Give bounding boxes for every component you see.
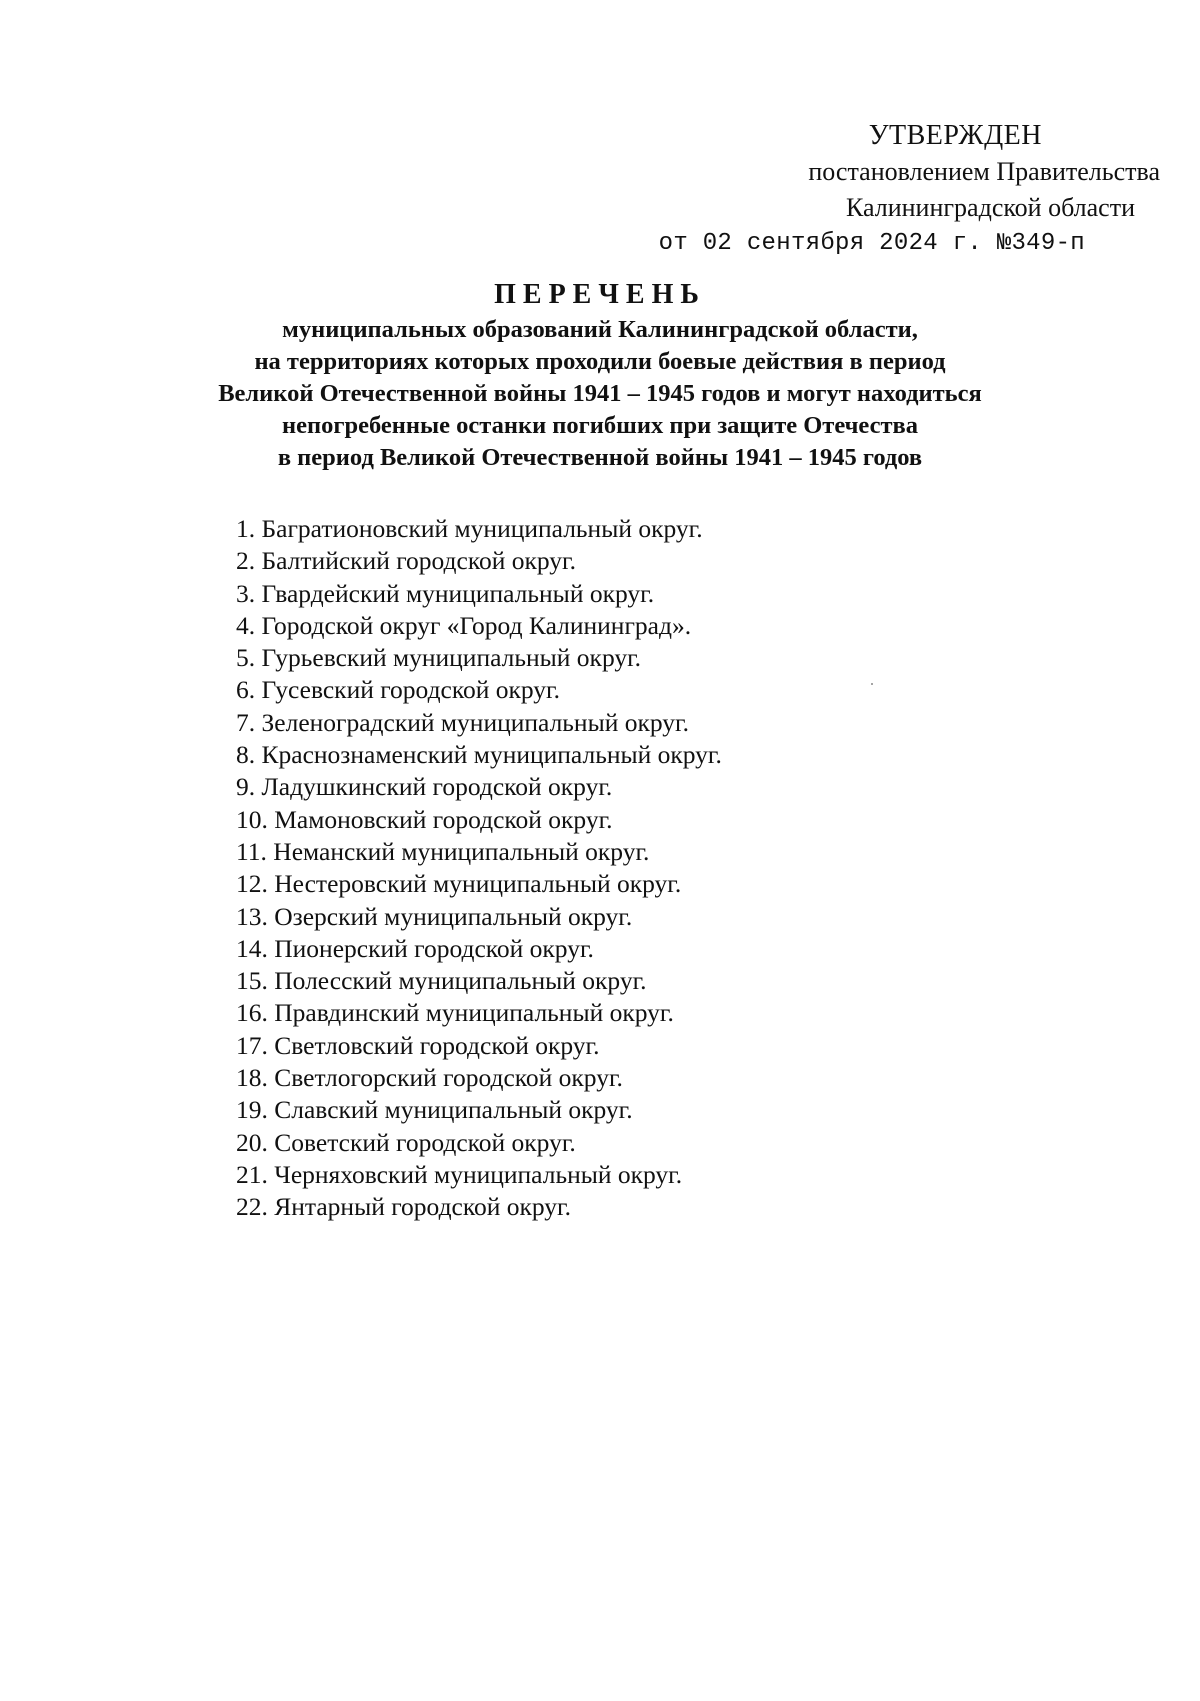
list-item: 2. Балтийский городской округ. xyxy=(236,546,576,576)
list-item: 1. Багратионовский муниципальный округ. xyxy=(236,514,703,543)
list-item: 13. Озерский муниципальный округ. xyxy=(236,901,633,931)
list-item: 22. Янтарный городской округ. xyxy=(236,1192,571,1222)
list-item: 6. Гусевский городской округ. xyxy=(236,675,560,705)
document-title: ПЕРЕЧЕНЬ xyxy=(494,279,706,310)
list-item: 11. Неманский муниципальный округ. xyxy=(236,836,650,866)
approved-label: УТВЕРЖДЕН xyxy=(868,120,1042,151)
municipality-list xyxy=(236,513,722,1224)
list-item: 20. Советский городской округ. xyxy=(236,1127,576,1157)
subtitle-line: непогребенные останки погибших при защите Отечества xyxy=(281,412,918,439)
list-item: 8. Краснознаменский муниципальный округ. xyxy=(236,740,722,770)
approval-line-1: постановлением Правительства xyxy=(808,157,1160,186)
list-item: 18. Светлогорский городской округ. xyxy=(236,1063,623,1093)
list-item: 9. Ладушкинский городской округ. xyxy=(236,772,613,802)
list-item: 15. Полесский муниципальный округ. xyxy=(236,966,647,996)
scan-speck xyxy=(871,683,873,685)
approval-date: от 02 сентября 2024 г. №349-п xyxy=(658,230,1085,257)
subtitle-line: Великой Отечественной войны 1941 – 1945 годов и могут находиться xyxy=(218,380,982,407)
list-item: 21. Черняховский муниципальный округ. xyxy=(236,1159,683,1189)
list-item: 3. Гвардейский муниципальный округ. xyxy=(236,578,655,608)
approval-stamp xyxy=(640,118,1160,262)
subtitle-line: муниципальных образований Калининградской области, xyxy=(282,316,918,343)
subtitle-line: в период Великой Отечественной войны 1941 – 1945 годов xyxy=(277,444,923,471)
list-item: 19. Славский муниципальный округ. xyxy=(236,1095,633,1125)
approval-line-2: Калининградской области xyxy=(845,193,1135,222)
list-item: 12. Нестеровский муниципальный округ. xyxy=(236,869,682,899)
list-item: 4. Городской округ «Город Калининград». xyxy=(236,610,692,640)
list-item: 16. Правдинский муниципальный округ. xyxy=(236,998,674,1028)
list-item: 14. Пионерский городской округ. xyxy=(236,933,594,963)
list-item: 7. Зеленоградский муниципальный округ. xyxy=(236,707,689,737)
list-item: 17. Светловский городской округ. xyxy=(236,1030,600,1060)
list-item: 5. Гурьевский муниципальный округ. xyxy=(236,643,642,673)
document-heading xyxy=(0,276,1200,474)
list-item: 10. Мамоновский городской округ. xyxy=(236,804,613,834)
subtitle-line: на территориях которых проходили боевые действия в период xyxy=(254,348,946,375)
